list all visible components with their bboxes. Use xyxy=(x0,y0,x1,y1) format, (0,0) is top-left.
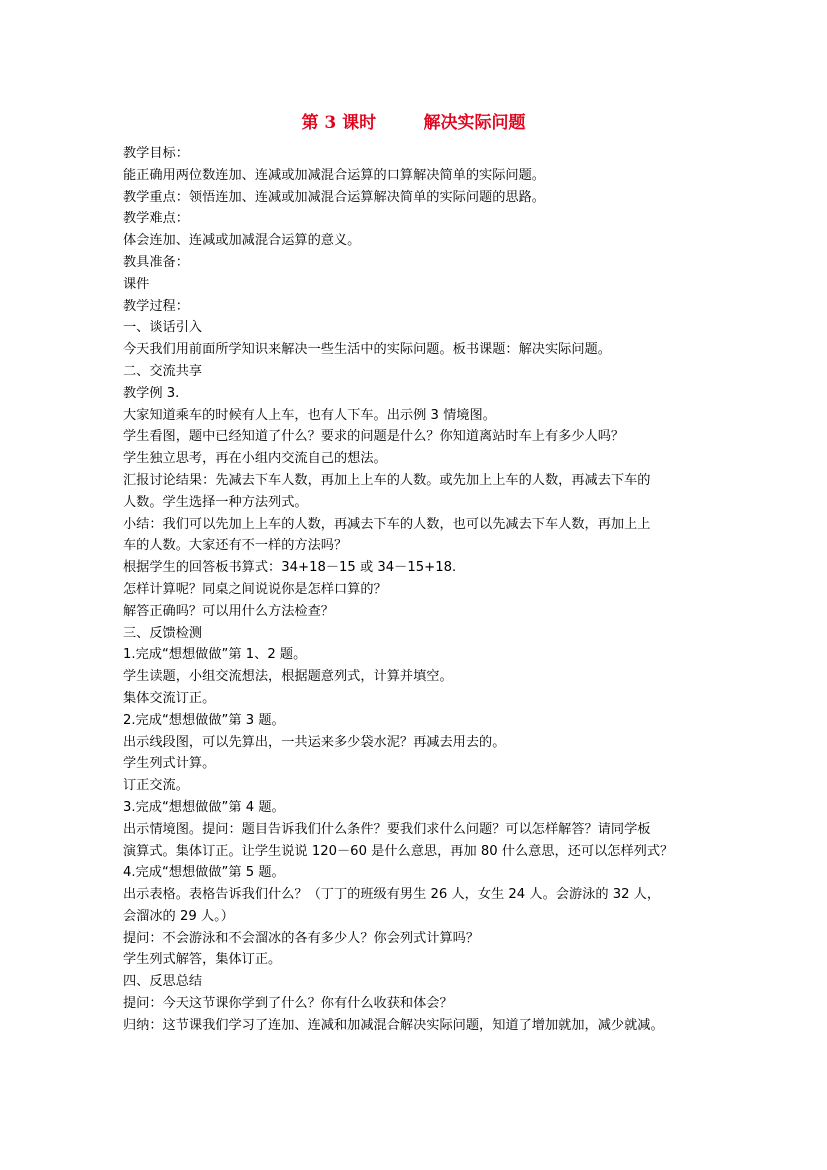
body-line: 二、交流共享 xyxy=(123,363,203,379)
body-line: 一、谈话引入 xyxy=(123,320,203,336)
body-line: 提问：今天这节课你学到了什么？你有什么收获和体会？ xyxy=(123,996,453,1012)
body-line: 汇报讨论结果：先减去下车人数，再加上上车的人数。或先加上上车的人数，再减去下车的 xyxy=(123,472,651,488)
body-line: 大家知道乘车的时候有人上车，也有人下车。出示例 3 情境图。 xyxy=(123,407,496,423)
body-line: 集体交流订正。 xyxy=(123,690,216,706)
body-line: 提问：不会游泳和不会溜冰的各有多少人？你会列式计算吗？ xyxy=(123,930,480,946)
body-line: 四、反思总结 xyxy=(123,974,203,990)
body-line: 学生列式解答，集体订正。 xyxy=(123,952,282,968)
body-line: 会溜冰的 29 人。） xyxy=(123,908,234,924)
body-line: 车的人数。大家还有不一样的方法吗？ xyxy=(123,538,348,554)
body-line: 怎样计算呢？同桌之间说说你是怎样口算的？ xyxy=(123,581,387,597)
body-line: 教学难点： xyxy=(123,211,189,227)
body-line: 能正确用两位数连加、连减或加减混合运算的口算解决简单的实际问题。 xyxy=(123,167,545,183)
body-line: 4.完成“想想做做”第 5 题。 xyxy=(123,865,285,881)
body-line: 解答正确吗？可以用什么方法检查？ xyxy=(123,603,334,619)
body-line: 教具准备： xyxy=(123,254,189,270)
document-body xyxy=(123,143,723,1037)
body-line: 教学重点：领悟连加、连减或加减混合运算解决简单的实际问题的思路。 xyxy=(123,189,545,205)
body-line: 今天我们用前面所学知识来解决一些生活中的实际问题。板书课题：解决实际问题。 xyxy=(123,342,611,358)
body-line: 课件 xyxy=(123,276,150,292)
body-line: 教学例 3. xyxy=(123,385,180,401)
body-line: 学生列式计算。 xyxy=(123,756,216,772)
body-line: 出示线段图，可以先算出，一共运来多少袋水泥？再减去用去的。 xyxy=(123,734,506,750)
body-line: 2.完成“想想做做”第 3 题。 xyxy=(123,712,285,728)
body-line: 订正交流。 xyxy=(123,778,189,794)
body-line: 归纳：这节课我们学习了连加、连减和加减混合解决实际问题，知道了增加就加，减少就减。 xyxy=(123,1017,664,1033)
body-line: 3.完成“想想做做”第 4 题。 xyxy=(123,799,285,815)
body-line: 根据学生的回答板书算式：34+18－15 或 34－15+18. xyxy=(123,560,457,576)
body-line: 演算式。集体订正。让学生说说 120－60 是什么意思，再加 80 什么意思，还可以怎样列式？ xyxy=(123,843,674,859)
body-line: 出示表格。表格告诉我们什么？（丁丁的班级有男生 26 人，女生 24 人。会游泳的 32 人， xyxy=(123,887,661,903)
body-line: 学生读题，小组交流想法，根据题意列式，计算并填空。 xyxy=(123,669,453,685)
body-line: 体会连加、连减或加减混合运算的意义。 xyxy=(123,233,361,249)
body-line: 学生独立思考，再在小组内交流自己的想法。 xyxy=(123,451,387,467)
body-line: 学生看图，题中已经知道了什么？要求的问题是什么？你知道离站时车上有多少人吗？ xyxy=(123,429,625,445)
body-line: 人数。学生选择一种方法列式。 xyxy=(123,494,308,510)
body-line: 小结：我们可以先加上上车的人数，再减去下车的人数，也可以先减去下车人数，再加上上 xyxy=(123,516,651,532)
document-title: 第 3 课时 解决实际问题 xyxy=(301,113,526,133)
body-line: 教学过程： xyxy=(123,298,189,314)
body-line: 教学目标： xyxy=(123,146,189,161)
body-line: 出示情境图。提问：题目告诉我们什么条件？要我们求什么问题？可以怎样解答？请同学板 xyxy=(123,821,651,837)
body-line: 1.完成“想想做做”第 1、2 题。 xyxy=(123,647,307,663)
body-line: 三、反馈检测 xyxy=(123,625,203,641)
